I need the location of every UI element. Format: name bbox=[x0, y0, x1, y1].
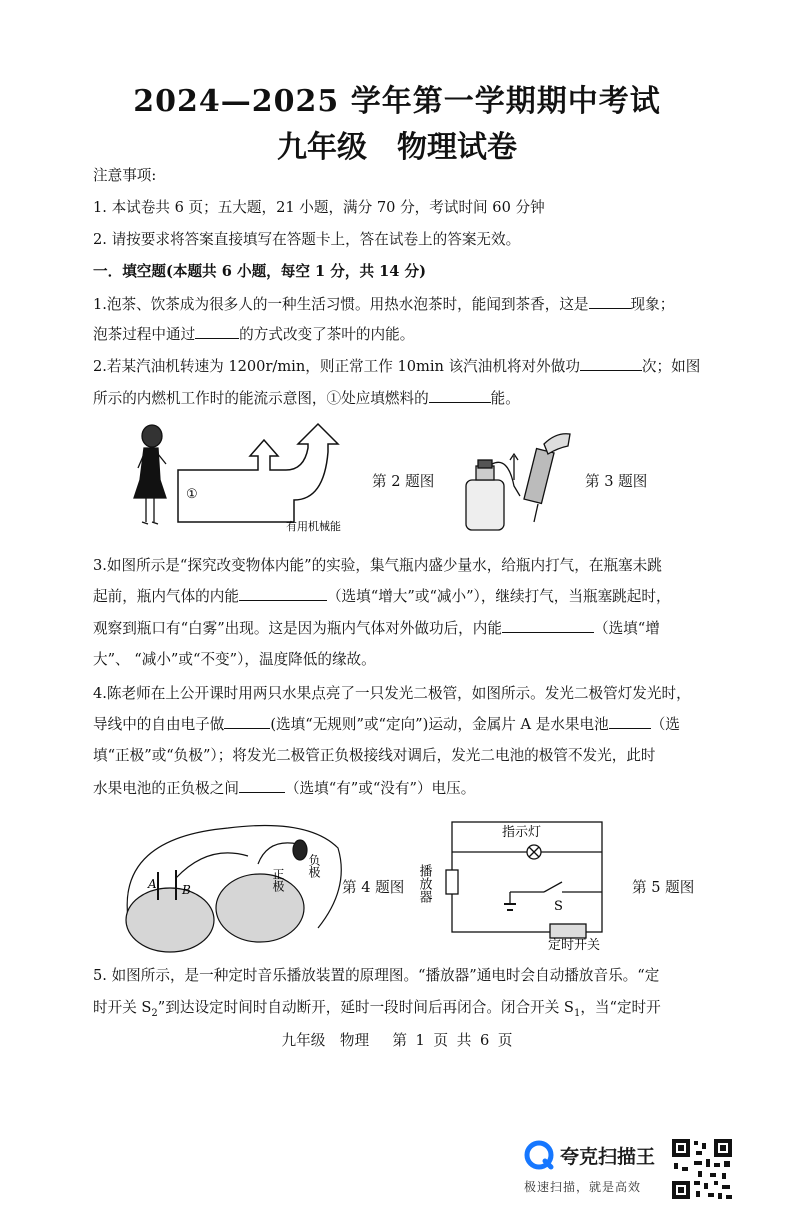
switch-s-label: S bbox=[554, 899, 563, 914]
indicator-lamp-label: 指示灯 bbox=[502, 825, 542, 840]
fig2-useful-energy-label: 有用机械能 bbox=[286, 520, 341, 533]
timer-switch-label: 定时开关 bbox=[548, 938, 601, 953]
q4-text-a: 导线中的自由电子做 bbox=[93, 716, 225, 733]
led bbox=[293, 840, 307, 860]
notice-item-2: 2. 请按要求将答案直接填写在答题卡上，答在试卷上的答案无效。 bbox=[93, 231, 521, 248]
qr-code-icon bbox=[670, 1137, 734, 1201]
exam-title: 2024—2025 学年第一学期期中考试 bbox=[133, 84, 661, 119]
q3-text-b: （选填“增大”或“减小”），继续打气，当瓶塞跳起时， bbox=[326, 588, 671, 605]
q1-text-a: 1.泡茶、饮茶成为很多人的一种生活习惯。用热水泡茶时，能闻到茶香，这是 bbox=[93, 296, 589, 313]
q3-text-a: 起前，瓶内气体的内能 bbox=[93, 588, 239, 605]
figure-4-caption: 第 4 题图 bbox=[342, 879, 405, 896]
figure-5-circuit bbox=[416, 818, 622, 953]
q3-text-c: 观察到瓶口有“白雾”出现。这是因为瓶内气体对外做功后，内能 bbox=[93, 620, 502, 637]
q2-text-d: 能。 bbox=[490, 390, 520, 407]
q4-text-c: （选 bbox=[650, 716, 680, 733]
q4-line-4 bbox=[93, 778, 475, 799]
q2-text-a: 2.若某汽油机转速为 1200r/min，则正常工作 10min 该汽油机将对外做功 bbox=[93, 358, 580, 375]
q1-blank-1[interactable] bbox=[589, 294, 631, 309]
fig2-marker: ① bbox=[186, 487, 198, 502]
q4-blank-3[interactable] bbox=[239, 778, 285, 793]
notice-item-1: 1. 本试卷共 6 页；五大题，21 小题，满分 70 分，考试时间 60 分钟 bbox=[93, 199, 545, 216]
q4-line-1: 4.陈老师在上公开课时用两只水果点亮了一只发光二极管，如图所示。发光二极管灯发光时， bbox=[93, 685, 691, 702]
player-resistor bbox=[446, 870, 458, 894]
fruit-left bbox=[126, 888, 214, 952]
positive-pole-label: 正极 bbox=[271, 868, 285, 892]
notice-heading: 注意事项: bbox=[93, 167, 157, 184]
exam-subtitle: 九年级 物理试卷 bbox=[277, 130, 517, 165]
page-footer: 九年级 物理 第 1 页 共 6 页 bbox=[281, 1032, 513, 1049]
scanner-logo-icon bbox=[524, 1140, 554, 1170]
figure-3-caption: 第 3 题图 bbox=[585, 473, 648, 490]
q5-line-1: 5. 如图所示，是一种定时音乐播放装置的原理图。“播放器”通电时会自动播放音乐。“定 bbox=[93, 967, 660, 984]
q4-text-e: （选填“有”或“没有”）电压。 bbox=[284, 780, 476, 797]
q4-blank-2[interactable] bbox=[609, 714, 651, 729]
scanner-watermark bbox=[524, 1138, 674, 1198]
q3-line-4: 大”、 “减小”或“不变”），温度降低的缘故。 bbox=[93, 651, 376, 668]
q1-text-c: 泡茶过程中通过 bbox=[93, 326, 196, 343]
q1-line-1 bbox=[93, 294, 674, 315]
energy-flow-arrow bbox=[178, 424, 338, 522]
q2-blank-2[interactable] bbox=[429, 388, 491, 403]
q4-blank-1[interactable] bbox=[224, 714, 270, 729]
figure-5-caption: 第 5 题图 bbox=[632, 879, 695, 896]
q5-line-2 bbox=[93, 998, 661, 1024]
metal-plate-a-label: A bbox=[148, 877, 157, 891]
player-label: 播放器 bbox=[416, 864, 432, 903]
scanner-app-name: 夸克扫描王 bbox=[560, 1146, 656, 1168]
q3-line-3 bbox=[93, 618, 660, 639]
q2-line-1 bbox=[93, 356, 700, 377]
gas-bottle bbox=[466, 480, 504, 530]
q3-line-1: 3.如图所示是“探究改变物体内能”的实验，集气瓶内盛少量水，给瓶内打气，在瓶塞未跳 bbox=[93, 557, 662, 574]
q5-text-c: ，当“定时开 bbox=[580, 999, 661, 1016]
timer-switch bbox=[550, 924, 586, 938]
q2-blank-1[interactable] bbox=[580, 356, 642, 371]
q2-line-2 bbox=[93, 388, 520, 409]
q5-sub-b: 1 bbox=[573, 1007, 581, 1019]
q4-line-2 bbox=[93, 714, 680, 735]
figure-2-energy-flow bbox=[118, 418, 368, 536]
q3-line-2 bbox=[93, 586, 671, 607]
q3-blank-2[interactable] bbox=[502, 618, 594, 633]
person-illustration bbox=[134, 425, 166, 524]
q1-text-b: 现象； bbox=[630, 296, 675, 313]
q2-text-b: 次；如图 bbox=[641, 358, 701, 375]
q5-sub-a: 2 bbox=[151, 1007, 158, 1019]
q2-text-c: 所示的内燃机工作时的能流示意图，①处应填燃料的 bbox=[93, 390, 429, 407]
q4-text-b: (选填“无规则”或“定向”)运动，金属片 A 是水果电池 bbox=[270, 716, 609, 733]
q4-line-3: 填“正极”或“负极”）；将发光二极管正负极接线对调后，发光二电池的极管不发光，此时 bbox=[93, 747, 656, 764]
figure-3-pump-bottle bbox=[458, 426, 580, 534]
figure-4-fruit-battery bbox=[118, 808, 350, 960]
metal-plate-b-label: B bbox=[182, 883, 191, 897]
q5-text-a: 时开关 S bbox=[93, 999, 152, 1016]
air-pump bbox=[524, 449, 554, 504]
q3-blank-1[interactable] bbox=[239, 586, 327, 601]
figure-2-caption: 第 2 题图 bbox=[372, 473, 435, 490]
q3-text-d: （选填“增 bbox=[593, 620, 660, 637]
q5-text-b: ”到达设定时间时自动断开，延时一段时间后再闭合。闭合开关 S bbox=[157, 999, 574, 1016]
section-1-heading: 一．填空题(本题共 6 小题，每空 1 分，共 14 分) bbox=[93, 263, 427, 280]
q1-text-d: 的方式改变了茶叶的内能。 bbox=[239, 326, 415, 343]
q1-blank-2[interactable] bbox=[195, 324, 239, 339]
q4-text-d: 水果电池的正负极之间 bbox=[93, 780, 239, 797]
q1-line-2 bbox=[93, 324, 414, 345]
scanner-slogan: 极速扫描，就是高效 bbox=[524, 1180, 642, 1194]
fruit-right bbox=[216, 874, 304, 942]
negative-pole-label: 负极 bbox=[307, 854, 321, 878]
